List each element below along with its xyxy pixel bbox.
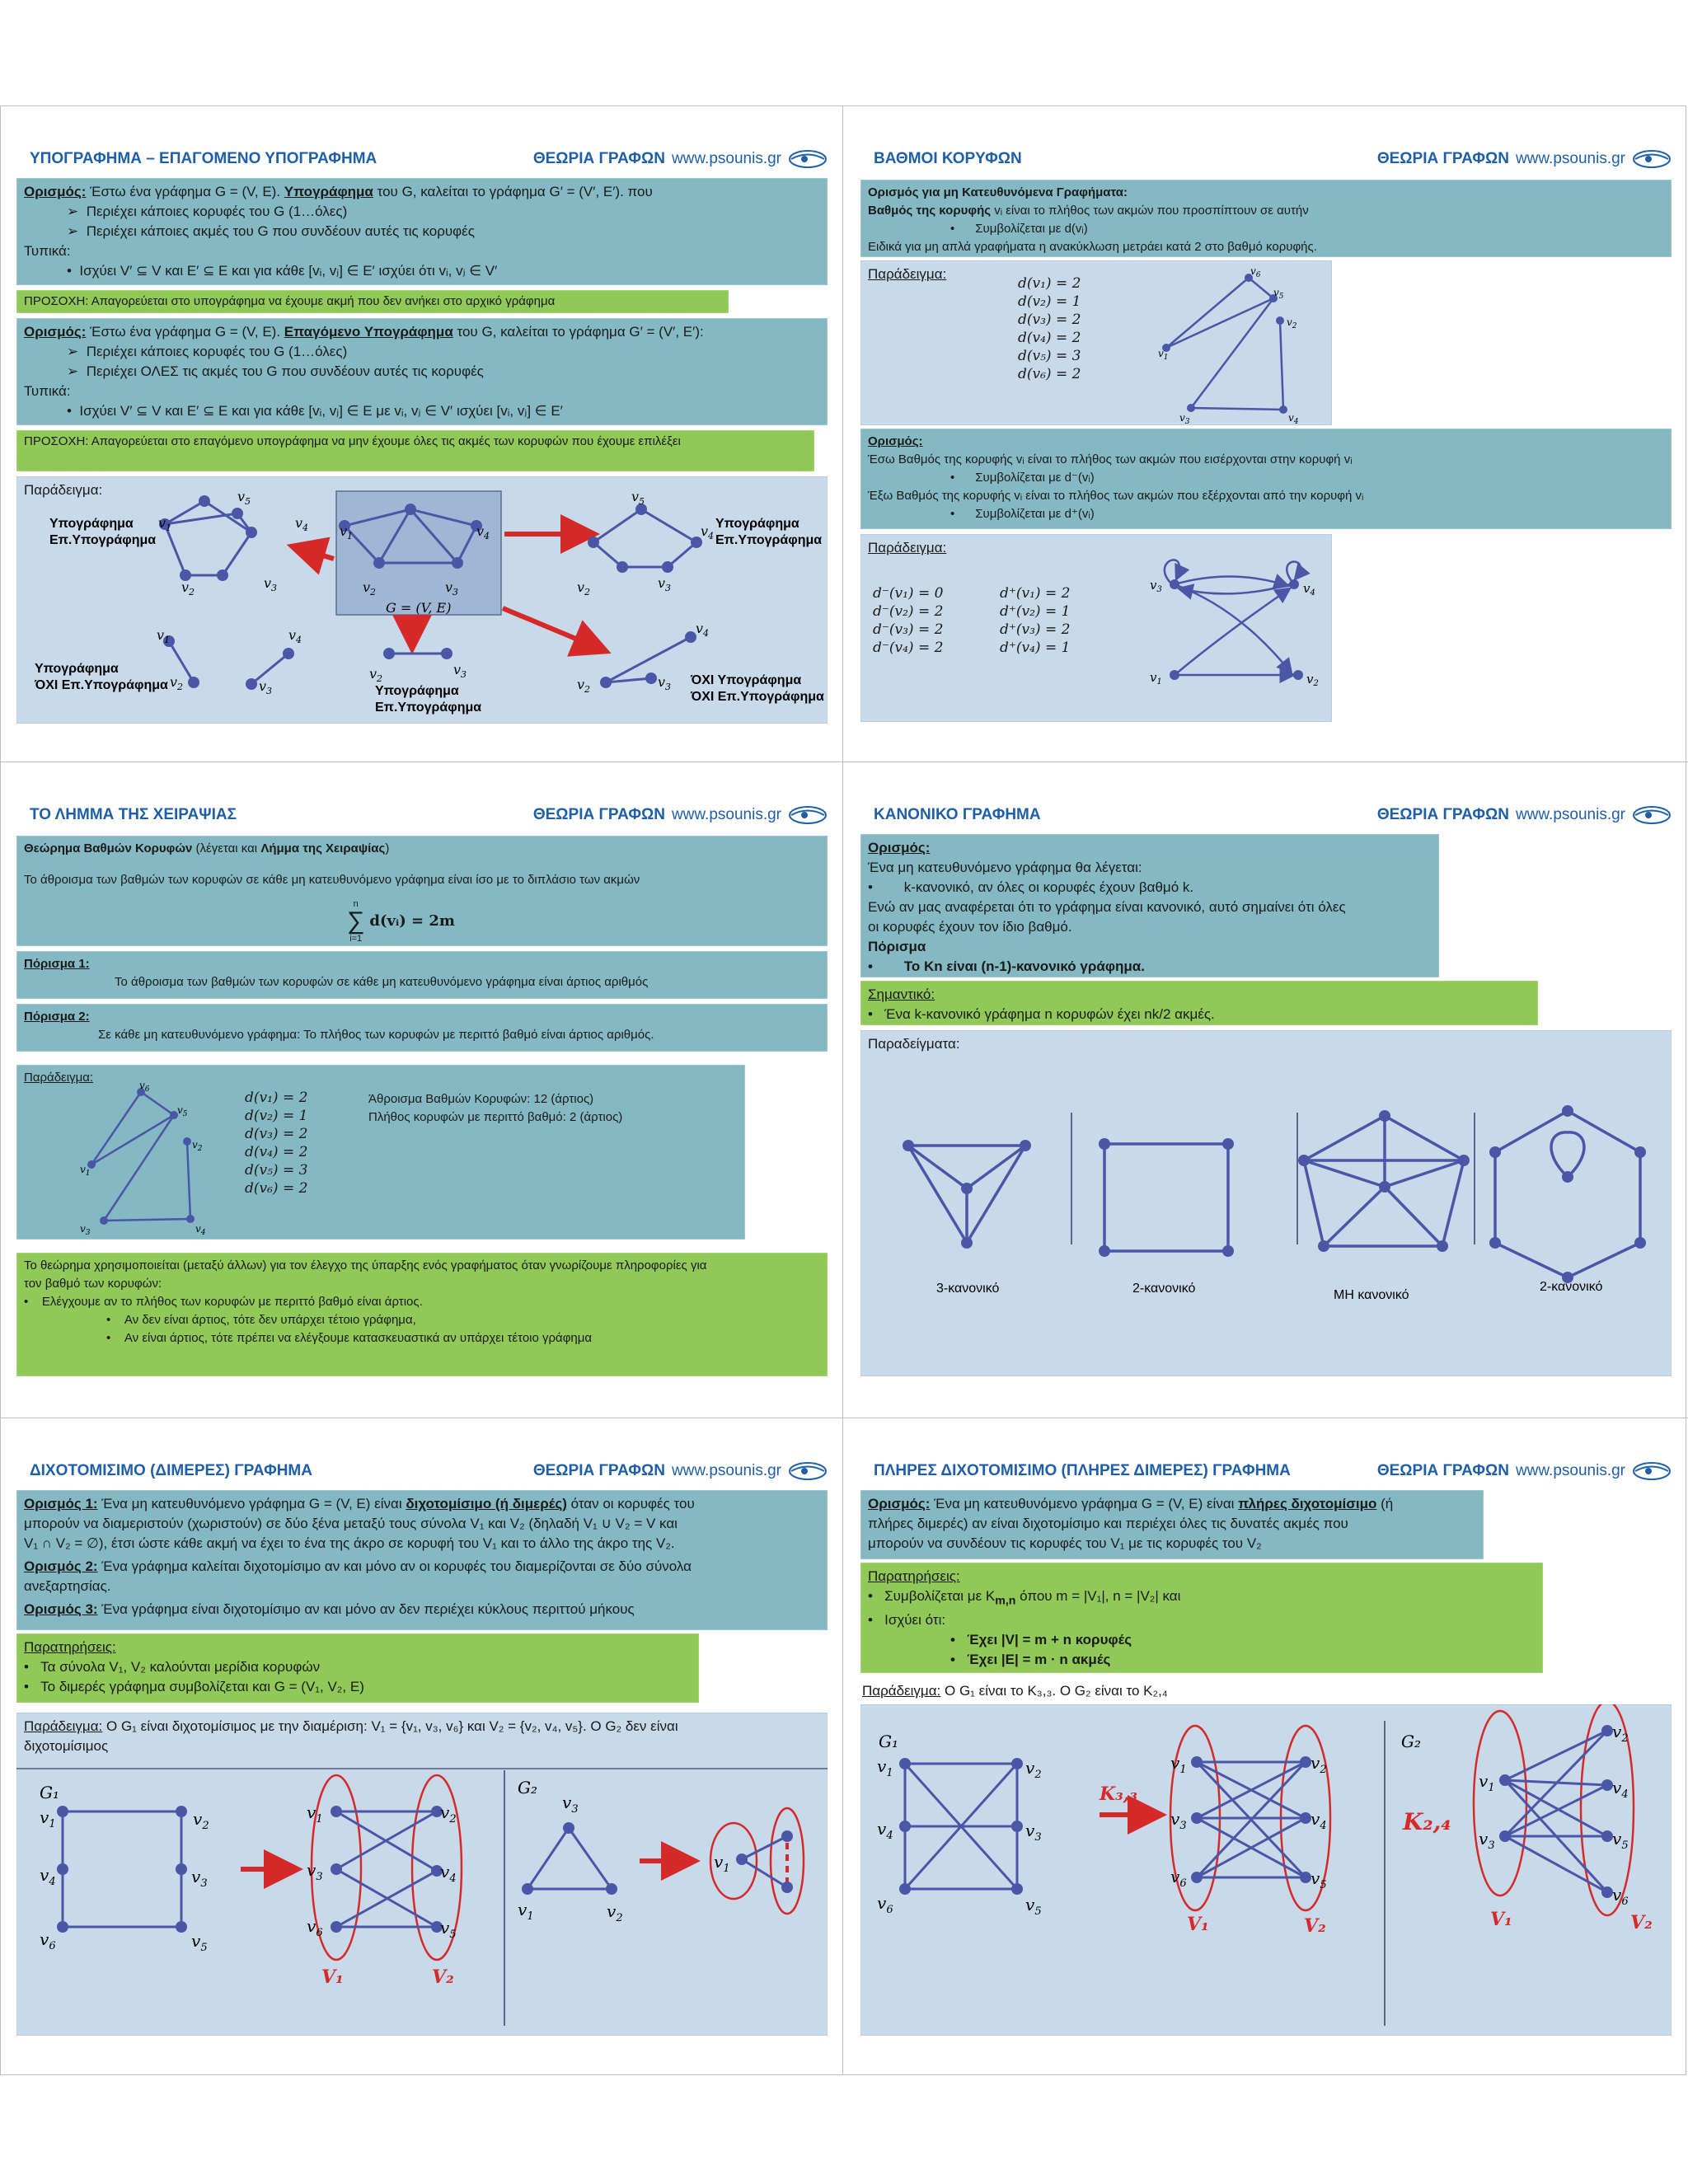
slide-complete-bipartite <box>844 1418 1686 2074</box>
eye-logo-icon <box>788 804 828 826</box>
g2-label: G₂ <box>518 1778 537 1797</box>
svg-text:v1: $v_1$ <box>1158 348 1169 362</box>
k33-label: K₃,₃ <box>1100 1783 1138 1805</box>
brand-label: ΘΕΩΡΙΑ ΓΡΑΦΩΝ <box>532 1462 665 1479</box>
svg-text:v4: $v_4$ <box>696 621 710 639</box>
g-label: G = (V, E) <box>386 600 452 616</box>
svg-text:v4: $v_4$ <box>1612 1778 1629 1801</box>
svg-text:v1: $v_1$ <box>40 1807 56 1830</box>
svg-text:v1: $v_1$ <box>1150 670 1162 687</box>
corollary-text: Το άθροισμα των βαθμών των κορυφών σε κάθε μη κατευθυνόμενο γράφημα είναι άρτιος αριθμός <box>115 975 649 989</box>
definition-text: ανεξαρτησίας. <box>24 1578 111 1594</box>
svg-text:v1: $v_1$ <box>1170 1753 1187 1776</box>
observations-box <box>16 1633 699 1703</box>
column-divider <box>842 105 843 2075</box>
theorem-box: Θεώρημα Βαθμών Κορυφών (λέγεται και Λήμμα της Χειραψίας) Το άθροισμα των βαθμών των κορυφών σε κάθε μη κατευθυνόμενο γράφημα είναι ίσο με το διπλάσιο των ακμών n ∑ i=1 d(vᵢ) = 2m <box>16 836 828 946</box>
formal-label: Τυπικά: <box>24 383 71 399</box>
definition-symbol: • Συμβολίζεται με d(vᵢ) <box>950 222 1088 236</box>
definition-term: Βαθμός της κορυφής <box>868 204 992 218</box>
definition-regular <box>860 834 1439 977</box>
example-label: Παράδειγμα: <box>24 482 103 498</box>
svg-text:v3: $v_3$ <box>80 1223 91 1237</box>
v2-set-label: V₂ <box>1630 1912 1653 1933</box>
example-label: Παράδειγμα: <box>868 266 947 282</box>
usage-line: τον βαθμό των κορυφών: <box>24 1277 162 1291</box>
degree-graph-diagram <box>1158 261 1323 426</box>
important-head: Σημαντικό: <box>868 987 935 1002</box>
example-text: διχοτομίσιμος <box>24 1738 109 1754</box>
svg-text:v3: $v_3$ <box>264 575 278 593</box>
label-subgraph: Υπογράφημα <box>49 517 134 531</box>
example-panel <box>860 260 1332 425</box>
svg-text:v6: $v_6$ <box>307 1916 323 1939</box>
svg-text:v3: $v_3$ <box>307 1860 323 1883</box>
svg-text:v2: $v_2$ <box>193 1809 209 1832</box>
in-degree-symbol: • Συμβολίζεται με d⁻(vᵢ) <box>950 471 1095 485</box>
svg-text:v3: $v_3$ <box>658 575 672 593</box>
svg-text:v2: $v_2$ <box>1025 1758 1042 1781</box>
definition-head: Ορισμός: <box>868 434 923 448</box>
slide-title: ΚΑΝΟΝΙΚΟ ΓΡΑΦΗΜΑ <box>874 806 1041 823</box>
label-subgraph: Υπογράφημα <box>715 517 799 531</box>
corollary-1 <box>16 951 828 999</box>
example-label: Παράδειγμα: <box>24 1071 94 1085</box>
observations-head: Παρατηρήσεις: <box>868 1568 960 1584</box>
svg-text:v4: $v_4$ <box>40 1865 56 1888</box>
usage-sub-bullet: • Αν δεν είναι άρτιος, τότε δεν υπάρχει τέτοιο γράφημα, <box>106 1313 416 1327</box>
bipartite-example-diagram <box>16 1713 828 2036</box>
usage-line: Το θεώρημα χρησιμοποιείται (μεταξύ άλλων) για τον έλεγχο της ύπαρξης ενός γραφήματος όταν γνωρίζουμε πληροφορίες για <box>24 1258 707 1272</box>
svg-text:v6: $v_6$ <box>1612 1885 1629 1908</box>
usage-bullet: • Ελέγχουμε αν το πλήθος των κορυφών με περιττό βαθμό είναι άρτιος. <box>24 1295 423 1309</box>
slide-subgraph <box>0 105 842 762</box>
formal-rule: • Ισχύει V′ ⊆ V και E′ ⊆ E και για κάθε [vᵢ, vⱼ] ∈ E′ ισχύει ότι vᵢ, vⱼ ∈ V′ <box>67 263 498 279</box>
definition-term: Επαγόμενο Υπογράφημα <box>284 324 453 340</box>
svg-text:v2: $v_2$ <box>1311 1753 1327 1776</box>
svg-text:v6: $v_6$ <box>40 1929 56 1952</box>
svg-text:v4: $v_4$ <box>1288 412 1299 426</box>
brand-site: www.psounis.gr <box>671 806 781 823</box>
svg-text:v5: $v_5$ <box>191 1931 208 1954</box>
svg-text:v2: $v_2$ <box>1306 672 1319 688</box>
caption-2-regular: 2-κανονικό <box>1132 1282 1196 1296</box>
definition-bipartite: Ορισμός 1: Ένα μη κατευθυνόμενο γράφημα G = (V, E) είναι διχοτομίσιμο (ή διμερές) όταν οι κορυφές του μπορούν να διαμεριστούν (χωριστούν) σε δύο ξένα μεταξύ τους σύνολα V₁ και V₂ (δηλαδή V₁ ∪ V₂ = V και V₁ ∩ V₂ = ∅), έτσι ώστε κάθε ακμή να έχει το ένα της άκρο σε κορυφή του V₁ και το άλλο της άκρο της V₂. Ορισμός 2: Ένα γράφημα καλείται διχοτομίσιμο αν και μόνο αν οι κορυφές του διαμερίζονται σε δύο σύνολα ανεξαρτησίας. Ορισμός 3: Ένα γράφημα είναι διχοτομίσιμο αν και μόνο αν δεν περιέχει κύκλους περιττού μήκους <box>16 1490 828 1630</box>
svg-text:v5: $v_5$ <box>1311 1868 1327 1891</box>
svg-text:v6: $v_6$ <box>1170 1867 1187 1890</box>
definition-head: Ορισμός 1: <box>24 1496 98 1511</box>
definition-head: Ορισμός: <box>24 324 87 340</box>
subgraph-example-diagram <box>16 476 828 724</box>
svg-text:v3: $v_3$ <box>1025 1821 1042 1844</box>
svg-text:v6: $v_6$ <box>1250 265 1261 279</box>
label-induced: Επ.Υπογράφημα <box>375 701 482 715</box>
observation-sub-bullet: • Έχει |E| = m · n ακμές <box>950 1652 1111 1668</box>
definition-head: Ορισμός: <box>24 184 87 199</box>
slide-bipartite <box>0 1418 842 2074</box>
svg-text:v2: $v_2$ <box>577 677 591 695</box>
definition-term: Υπογράφημα <box>284 184 373 199</box>
brand-site: www.psounis.gr <box>1515 1462 1625 1479</box>
definition-subgraph <box>16 178 828 285</box>
svg-text:v5: $v_5$ <box>631 489 645 507</box>
slide-regular <box>844 762 1686 1418</box>
svg-text:v4: $v_4$ <box>440 1862 457 1885</box>
in-degree-list: d⁻(v₁) = 0 d⁻(v₂) = 2 d⁻(v₃) = 2 d⁻(v₄) = 2 <box>873 585 944 656</box>
v2-set-label: V₂ <box>1304 1915 1326 1937</box>
caption-not-regular: ΜΗ κανονικό <box>1334 1288 1409 1302</box>
svg-text:v3: $v_3$ <box>658 674 672 692</box>
eye-logo-icon <box>788 148 828 170</box>
definition-text: V₁ ∩ V₂ = ∅), έτσι ώστε κάθε ακμή να έχει το ένα της άκρο σε κορυφή του V₁ και το άλλο της άκρο της V₂. <box>24 1535 675 1551</box>
svg-text:v1: $v_1$ <box>157 627 171 645</box>
brand-label: ΘΕΩΡΙΑ ΓΡΑΦΩΝ <box>1376 806 1509 823</box>
corollary-head: Πόρισμα <box>868 939 926 954</box>
eye-logo-icon <box>1632 804 1672 826</box>
corollary-2 <box>16 1004 828 1052</box>
definition-text: Έστω ένα γράφημα G = (V, E). <box>86 324 284 340</box>
svg-text:v2: $v_2$ <box>181 579 195 598</box>
usage-box <box>16 1253 828 1376</box>
definition-term: πλήρες διχοτομίσιμο <box>1238 1496 1377 1511</box>
svg-text:v5: $v_5$ <box>1612 1829 1629 1852</box>
label-not-induced: ΌΧΙ Επ.Υπογράφημα <box>35 678 168 692</box>
label-not-subgraph: ΌΧΙ Υπογράφημα <box>691 673 802 687</box>
theorem-text: Το άθροισμα των βαθμών των κορυφών σε κάθε μη κατευθυνόμενο γράφημα είναι ίσο με το διπλάσιο των ακμών <box>24 873 640 887</box>
eye-logo-icon <box>1632 148 1672 170</box>
v2-set-label: V₂ <box>432 1966 454 1988</box>
definition-degree <box>860 180 1672 257</box>
svg-text:v3: $v_3$ <box>1479 1829 1495 1852</box>
brand-header <box>533 148 828 170</box>
brand-label: ΘΕΩΡΙΑ ΓΡΑΦΩΝ <box>532 806 665 823</box>
definition-head: Ορισμός: <box>868 840 931 855</box>
definition-head: Ορισμός: <box>868 1496 931 1511</box>
svg-text:v3: $v_3$ <box>1170 1809 1187 1832</box>
brand-site: www.psounis.gr <box>1515 150 1625 167</box>
complete-bipartite-diagram <box>860 1704 1672 2036</box>
svg-text:v2: $v_2$ <box>369 666 383 684</box>
observation-bullet: • Ισχύει ότι: <box>868 1612 946 1629</box>
label-induced: Επ.Υπογράφημα <box>715 533 823 547</box>
example-text: Ο G₁ είναι το K₃,₃. Ο G₂ είναι το K₂,₄ <box>940 1683 1168 1699</box>
warning-induced: ΠΡΟΣΟΧΗ: Απαγορεύεται στο επαγόμενο υπογράφημα να μην έχουμε όλες τις ακμές των κορυφών που έχουμε επιλέξει <box>16 430 814 471</box>
svg-text:v1: $v_1$ <box>80 1164 91 1178</box>
usage-sub-bullet: • Αν είναι άρτιος, τότε πρέπει να ελέγξουμε κατασκευαστικά αν υπάρχει τέτοιο γράφημα <box>106 1331 593 1345</box>
sum-note: Άθροισμα Βαθμών Κορυφών: 12 (άρτιος) <box>368 1092 594 1106</box>
out-degree-list: d⁺(v₁) = 2 d⁺(v₂) = 1 d⁺(v₃) = 2 d⁺(v₄) = 1 <box>1000 585 1071 656</box>
observations-box <box>860 1563 1543 1673</box>
definition-in-out-degree <box>860 429 1672 529</box>
brand-site: www.psounis.gr <box>671 150 781 167</box>
label-subgraph: Υπογράφημα <box>375 684 459 698</box>
warning-subgraph: ΠΡΟΣΟΧΗ: Απαγορεύεται στο υπογράφημα να έχουμε ακμή που δεν ανήκει στο αρχικό γράφημα <box>16 290 729 313</box>
definition-tail: του G, καλείται το γράφημα G′ = (V′, E′): <box>452 324 704 340</box>
brand-header <box>1377 1460 1672 1482</box>
svg-text:v2: $v_2$ <box>577 579 591 598</box>
degree-graph-diagram <box>67 1074 232 1239</box>
svg-text:v2: $v_2$ <box>440 1802 457 1825</box>
v1-set-label: V₁ <box>1490 1909 1512 1930</box>
svg-text:v5: $v_5$ <box>237 489 251 507</box>
svg-text:v3: $v_3$ <box>453 662 467 680</box>
observation-sub-bullet: • Έχει |V| = m + n κορυφές <box>950 1632 1132 1648</box>
definition-text: μπορούν να διαμεριστούν (χωριστούν) σε δύο ξένα μεταξύ τους σύνολα V₁ και V₂ (δηλαδή V₁ ∪ V₂ = V και <box>24 1516 678 1531</box>
slide-title: ΤΟ ΛΗΜΜΑ ΤΗΣ ΧΕΙΡΑΨΙΑΣ <box>30 806 237 823</box>
regular-graphs-diagram <box>860 1030 1672 1376</box>
svg-text:v1: $v_1$ <box>877 1756 893 1779</box>
example-panel <box>16 1065 745 1240</box>
bullet-item: ➢ Περιέχει ΟΛΕΣ τις ακμές του G που συνδέουν αυτές τις κορυφές <box>67 363 484 379</box>
svg-text:v4: $v_4$ <box>195 1223 206 1237</box>
v1-set-label: V₁ <box>1187 1914 1209 1935</box>
definition-bullet: • k-κανονικό, αν όλες οι κορυφές έχουν βαθμό k. <box>868 879 1194 895</box>
degree-list: d(v₁) = 2 d(v₂) = 1 d(v₃) = 2 d(v₄) = 2 d(v₅) = 3 d(v₆) = 2 <box>245 1090 308 1197</box>
eye-logo-icon <box>1632 1460 1672 1482</box>
examples-label: Παραδείγματα: <box>868 1036 960 1052</box>
svg-text:v2: $v_2$ <box>1612 1722 1629 1745</box>
bullet-item: ➢ Περιέχει κάποιες κορυφές του G (1…όλες) <box>67 204 348 219</box>
svg-text:v4: $v_4$ <box>1311 1809 1327 1832</box>
caption-2-regular-loop: 2-κανονικό <box>1540 1280 1603 1294</box>
label-induced: Επ.Υπογράφημα <box>49 533 157 547</box>
brand-site: www.psounis.gr <box>1515 806 1625 823</box>
brand-label: ΘΕΩΡΙΑ ΓΡΑΦΩΝ <box>1376 150 1509 167</box>
definition-head: Ορισμός 2: <box>24 1558 98 1574</box>
g1-label: G₁ <box>879 1732 898 1751</box>
svg-text:v6: $v_6$ <box>877 1893 893 1916</box>
observation-bullet: • Τα σύνολα V₁, V₂ καλούνται μερίδια κορυφών <box>24 1659 321 1675</box>
bullet-item: ➢ Περιέχει κάποιες ακμές του G που συνδέουν αυτές τις κορυφές <box>67 223 475 239</box>
example-panel-directed <box>860 534 1332 722</box>
slide-handshake <box>0 762 842 1418</box>
svg-text:v2: $v_2$ <box>363 579 377 598</box>
svg-text:v4: $v_4$ <box>476 523 490 541</box>
definition-tail: του G, καλείται το γράφημα G′ = (V′, E′). που <box>373 184 653 199</box>
label-not-induced: ΌΧΙ Επ.Υπογράφημα <box>691 690 824 704</box>
definition-note: Ειδικά για μη απλά γραφήματα η ανακύκλωση μετράει κατά 2 στο βαθμό κορυφής. <box>868 240 1317 254</box>
svg-text:v3: $v_3$ <box>562 1793 579 1816</box>
svg-text:v5: $v_5$ <box>177 1104 188 1118</box>
brand-label: ΘΕΩΡΙΑ ΓΡΑΦΩΝ <box>1376 1462 1509 1479</box>
svg-text:v3: $v_3$ <box>1179 412 1190 426</box>
important-box <box>860 981 1538 1025</box>
svg-text:v1: $v_1$ <box>1479 1771 1495 1794</box>
svg-text:v4: $v_4$ <box>877 1819 893 1842</box>
example-label: Παράδειγμα: <box>868 540 947 555</box>
definition-complete-bipartite: Ορισμός: Ένα μη κατευθυνόμενο γράφημα G = (V, E) είναι πλήρες διχοτομίσιμο (ή πλήρες διμερές) αν είναι διχοτομίσιμο και περιέχει όλες τις δυνατές ακμές που μπορούν να συνδέουν τις κορυφές του V₁ με τις κορυφές του V₂ <box>860 1490 1484 1559</box>
svg-text:v5: $v_5$ <box>440 1918 457 1941</box>
slide-title: ΔΙΧΟΤΟΜΙΣΙΜΟ (ΔΙΜΕΡΕΣ) ΓΡΑΦΗΜΑ <box>30 1462 312 1479</box>
eye-logo-icon <box>788 1460 828 1482</box>
caption-3-regular: 3-κανονικό <box>936 1282 1000 1296</box>
example-label: Παράδειγμα: <box>24 1718 103 1734</box>
slide-degrees <box>844 105 1686 762</box>
g2-label: G₂ <box>1401 1732 1421 1751</box>
definition-text: μπορούν να συνδέουν τις κορυφές του V₁ με τις κορυφές του V₂ <box>868 1535 1262 1551</box>
out-degree-symbol: • Συμβολίζεται με d⁺(vᵢ) <box>950 507 1095 521</box>
corollary-head: Πόρισμα 1: <box>24 957 90 971</box>
formal-label: Τυπικά: <box>24 243 71 259</box>
definition-text: Ενώ αν μας αναφέρεται ότι το γράφημα είναι κανονικό, αυτό σημαίνει ότι όλες <box>868 899 1346 915</box>
svg-text:v1: $v_1$ <box>158 515 172 533</box>
corollary-head: Πόρισμα 2: <box>24 1010 90 1024</box>
brand-site: www.psounis.gr <box>671 1462 781 1479</box>
example-line <box>862 1683 1168 1699</box>
definition-text: οι κορυφές έχουν τον ίδιο βαθμό. <box>868 919 1072 935</box>
corollary-bullet: • Το Kn είναι (n-1)-κανονικό γράφημα. <box>868 958 1145 974</box>
observations-head: Παρατηρήσεις: <box>24 1639 116 1655</box>
svg-text:v3: $v_3$ <box>1150 578 1162 594</box>
definition-head: Ορισμός για μη Κατευθυνόμενα Γραφήματα: <box>868 185 1128 199</box>
slide-title: ΒΑΘΜΟΙ ΚΟΡΥΦΩΝ <box>874 150 1022 167</box>
svg-text:v5: $v_5$ <box>1273 287 1284 301</box>
lemma-name: Λήμμα της Χειραψίας <box>260 841 386 855</box>
formal-rule: • Ισχύει V′ ⊆ V και E′ ⊆ E και για κάθε [vᵢ, vⱼ] ∈ E με vᵢ, vⱼ ∈ V′ ισχύει [vᵢ, vⱼ] ∈ E′ <box>67 403 563 419</box>
example-text: Ο G₁ είναι διχοτομίσιμος με την διαμέριση: V₁ = {v₁, v₃, v₆} και V₂ = {v₂, v₄, v₅}. Ο G₂ δεν είναι <box>102 1718 678 1734</box>
brand-header <box>533 1460 828 1482</box>
bullet-item: ➢ Περιέχει κάποιες κορυφές του G (1…όλες) <box>67 344 348 359</box>
brand-label: ΘΕΩΡΙΑ ΓΡΑΦΩΝ <box>532 150 665 167</box>
svg-text:v4: $v_4$ <box>288 627 302 645</box>
slide-title: ΥΠΟΓΡΑΦΗΜΑ – ΕΠΑΓΟΜΕΝΟ ΥΠΟΓΡΑΦΗΜΑ <box>30 150 377 167</box>
svg-text:v2: $v_2$ <box>1287 316 1297 330</box>
definition-induced <box>16 318 828 425</box>
brand-header <box>1377 148 1672 170</box>
svg-text:v1: $v_1$ <box>307 1802 323 1825</box>
important-bullet: • Ένα k-κανονικό γράφημα n κορυφών έχει nk/2 ακμές. <box>868 1006 1215 1022</box>
degree-list: d(v₁) = 2 d(v₂) = 1 d(v₃) = 2 d(v₄) = 2 d(v₅) = 3 d(v₆) = 2 <box>1018 275 1081 382</box>
svg-text:v2: $v_2$ <box>192 1139 203 1153</box>
svg-text:v4: $v_4$ <box>1303 581 1315 598</box>
svg-text:v1: $v_1$ <box>518 1900 534 1923</box>
svg-text:v4: $v_4$ <box>295 515 309 533</box>
corollary-text: Σε κάθε μη κατευθυνόμενο γράφημα: Το πλήθος των κορυφών με περιττό βαθμό είναι άρτιος αριθμός. <box>98 1028 654 1042</box>
svg-text:v3: $v_3$ <box>191 1867 208 1890</box>
definition-text: vᵢ είναι το πλήθος των ακμών που προσπίπτουν σε αυτήν <box>991 204 1309 218</box>
definition-text: πλήρες διμερές) αν είναι διχοτομίσιμο και περιέχει όλες τις δυνατές ακμές που <box>868 1516 1348 1531</box>
svg-text:v3: $v_3$ <box>259 678 273 696</box>
svg-text:v3: $v_3$ <box>445 579 459 598</box>
svg-text:v2: $v_2$ <box>170 674 184 692</box>
svg-text:v2: $v_2$ <box>607 1901 623 1924</box>
in-degree-text: Έσω Βαθμός της κορυφής vᵢ είναι το πλήθος των ακμών που εισέρχονται στην κορυφή vᵢ <box>868 452 1353 466</box>
definition-text: Ένα μη κατευθυνόμενο γράφημα θα λέγεται: <box>868 860 1142 875</box>
theorem-name: Θεώρημα Βαθμών Κορυφών <box>24 841 193 855</box>
out-degree-text: Έξω Βαθμός της κορυφής vᵢ είναι το πλήθος των ακμών που εξέρχονται από την κορυφή vᵢ <box>868 489 1364 503</box>
example-notes <box>368 1090 622 1127</box>
label-subgraph: Υπογράφημα <box>35 662 119 676</box>
observation-bullet: • Το διμερές γράφημα συμβολίζεται και G = (V₁, V₂, E) <box>24 1679 364 1694</box>
svg-text:v4: $v_4$ <box>701 523 715 541</box>
svg-text:v6: $v_6$ <box>139 1080 150 1094</box>
svg-text:v1: $v_1$ <box>340 523 354 541</box>
brand-header <box>533 804 828 826</box>
example-label: Παράδειγμα: <box>862 1683 941 1699</box>
slide-title: ΠΛΗΡΕΣ ΔΙΧΟΤΟΜΙΣΙΜΟ (ΠΛΗΡΕΣ ΔΙΜΕΡΕΣ) ΓΡΑΦΗΜΑ <box>874 1462 1291 1479</box>
odd-note: Πλήθος κορυφών με περιττό βαθμό: 2 (άρτιος) <box>368 1110 623 1124</box>
v1-set-label: V₁ <box>321 1966 344 1988</box>
directed-graph-diagram <box>1142 551 1323 716</box>
definition-head: Ορισμός 3: <box>24 1601 98 1617</box>
svg-text:v5: $v_5$ <box>1025 1895 1042 1918</box>
definition-text: Έστω ένα γράφημα G = (V, E). <box>86 184 284 199</box>
k24-label: K₂,₄ <box>1403 1808 1451 1835</box>
brand-header <box>1377 804 1672 826</box>
svg-text:v1: $v_1$ <box>714 1852 730 1875</box>
g1-label: G₁ <box>40 1783 59 1802</box>
handshake-formula: n ∑ i=1 d(vᵢ) = 2m <box>347 899 455 944</box>
definition-term: διχοτομίσιμο (ή διμερές) <box>406 1496 567 1511</box>
observation-bullet: • Συμβολίζεται με $K_{m,n}$ όπου m = |V₁|, n = |V₂| και <box>868 1588 1181 1608</box>
